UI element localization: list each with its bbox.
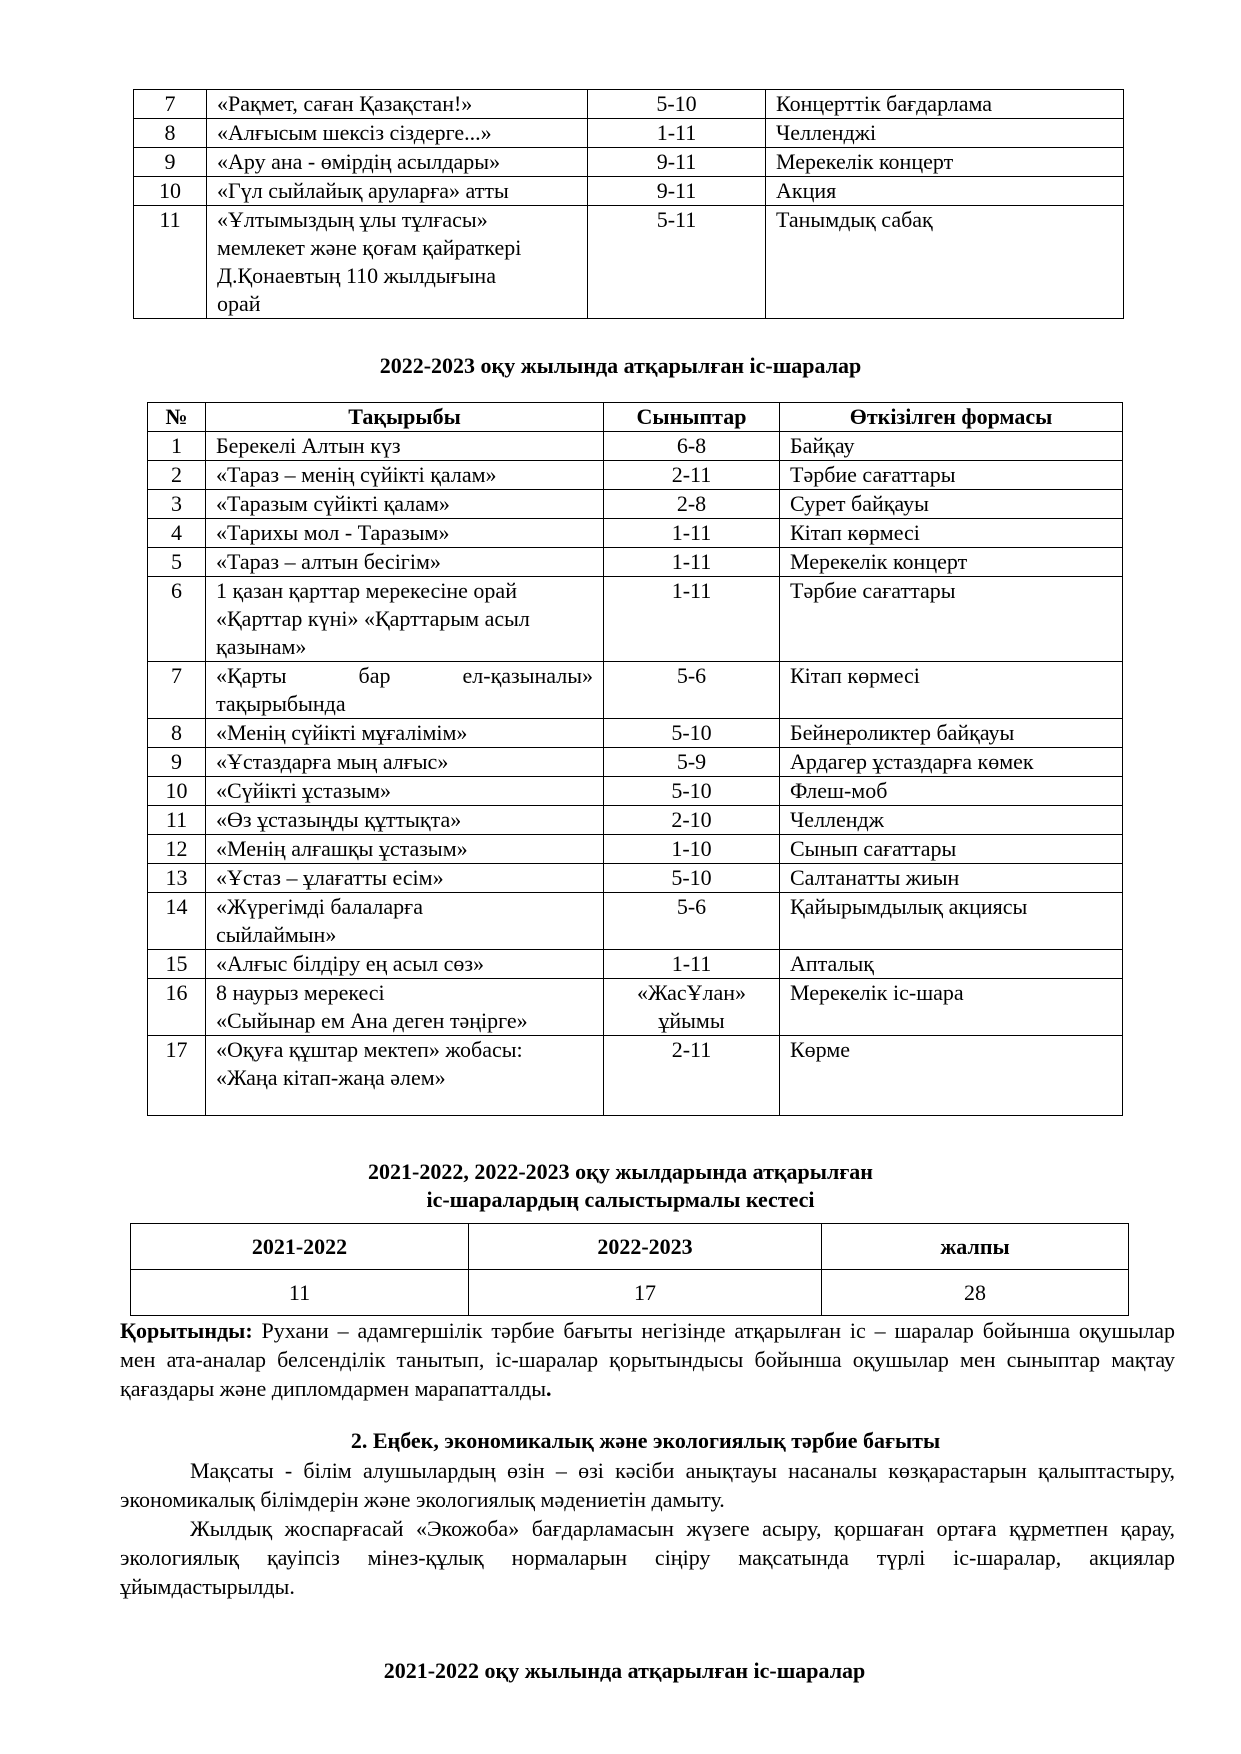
topic-line: «Сүйікті ұстазым» <box>216 778 391 803</box>
row-number: 8 <box>134 119 207 148</box>
row-topic <box>206 777 604 806</box>
table-row <box>134 148 1124 177</box>
row-form: Мерекелік концерт <box>766 148 1124 177</box>
classes-line: 1-11 <box>671 578 712 603</box>
topic-line: «Жаңа кітап-жаңа әлем» <box>216 1065 446 1090</box>
row-classes <box>604 577 780 662</box>
topic-line: «Тараз – алтын бесігім» <box>216 549 441 574</box>
classes-line: 5-10 <box>656 91 697 116</box>
topic-line: «Сыйынар ем Ана деген тәңірге» <box>216 1008 528 1033</box>
row-topic <box>206 893 604 950</box>
table-row <box>148 461 1123 490</box>
comparison-header: 2022-2023 <box>469 1224 822 1270</box>
topic-line: «Ару ана - өмірдің асылдары» <box>217 149 501 174</box>
row-classes <box>604 719 780 748</box>
comparison-header: 2021-2022 <box>131 1224 469 1270</box>
row-topic <box>206 461 604 490</box>
row-classes <box>604 662 780 719</box>
events-table-2022-2023-body <box>148 432 1123 1116</box>
table-row <box>134 119 1124 148</box>
topic-line: «Рақмет, саған Қазақстан!» <box>217 91 473 116</box>
row-form: Челлендж <box>780 806 1123 835</box>
row-classes <box>604 490 780 519</box>
row-classes <box>604 950 780 979</box>
row-number: 1 <box>148 432 206 461</box>
row-topic <box>206 1036 604 1116</box>
row-number: 11 <box>134 206 207 319</box>
topic-line: «Менің сүйікті мұғалімім» <box>216 720 468 745</box>
comparison-value: 28 <box>822 1270 1129 1316</box>
row-number: 16 <box>148 979 206 1036</box>
row-form: Көрме <box>780 1036 1123 1116</box>
classes-line: «ЖасҰлан» <box>636 980 747 1005</box>
row-topic <box>206 662 604 719</box>
conclusion-paragraph <box>120 1316 1175 1403</box>
comparison-value: 11 <box>131 1270 469 1316</box>
topic-line: «Ұстаз – ұлағатты есім» <box>216 865 444 890</box>
row-number: 4 <box>148 519 206 548</box>
row-topic <box>206 719 604 748</box>
row-topic <box>206 979 604 1036</box>
col-header-form: Өткізілген формасы <box>780 403 1123 432</box>
conclusion-end: . <box>545 1376 552 1401</box>
row-classes <box>604 432 780 461</box>
row-number: 14 <box>148 893 206 950</box>
topic-line: мемлекет және қоғам қайраткері <box>217 235 522 260</box>
row-number: 9 <box>134 148 207 177</box>
classes-line: 1-11 <box>671 520 712 545</box>
topic-line: орай <box>217 291 261 316</box>
row-topic <box>206 519 604 548</box>
row-topic <box>206 835 604 864</box>
row-form: Байқау <box>780 432 1123 461</box>
topic-line: сыйлаймын» <box>216 922 337 947</box>
table-row <box>148 893 1123 950</box>
row-topic <box>207 177 588 206</box>
row-number: 9 <box>148 748 206 777</box>
topic-line: «Тараз – менің сүйікті қалам» <box>216 462 497 487</box>
events-table-continued <box>133 89 1124 319</box>
table-row <box>148 519 1123 548</box>
row-form: Апталық <box>780 950 1123 979</box>
row-topic <box>207 206 588 319</box>
topic-line: тақырыбында <box>216 691 346 716</box>
table-row <box>148 662 1123 719</box>
table-row <box>148 950 1123 979</box>
classes-line: 5-10 <box>671 865 712 890</box>
classes-line: 5-11 <box>656 207 697 232</box>
row-form: Қайырымдылық акциясы <box>780 893 1123 950</box>
classes-line: 2-8 <box>676 491 707 516</box>
table-row <box>148 577 1123 662</box>
row-number: 7 <box>134 90 207 119</box>
conclusion-label: Қорытынды: <box>120 1318 253 1343</box>
row-form: Мерекелік іс-шара <box>780 979 1123 1036</box>
row-classes <box>604 893 780 950</box>
topic-line: «Менің алғашқы ұстазым» <box>216 836 468 861</box>
comparison-value-row <box>131 1270 1129 1316</box>
events-table-continued-body <box>134 90 1124 319</box>
classes-line: 5-6 <box>676 663 707 688</box>
row-number: 3 <box>148 490 206 519</box>
table-row <box>148 777 1123 806</box>
row-topic <box>206 490 604 519</box>
classes-line: 6-8 <box>676 433 707 458</box>
row-number: 13 <box>148 864 206 893</box>
row-number: 11 <box>148 806 206 835</box>
table-row <box>148 1036 1123 1116</box>
topic-line: «Өз ұстазыңды құттықта» <box>216 807 462 832</box>
classes-line: 5-6 <box>676 894 707 919</box>
row-form: Бейнероликтер байқауы <box>780 719 1123 748</box>
row-topic <box>206 432 604 461</box>
table-row <box>148 806 1123 835</box>
classes-line: ұйымы <box>658 1008 725 1033</box>
classes-line: 5-9 <box>676 749 707 774</box>
row-classes <box>604 519 780 548</box>
table-row <box>134 206 1124 319</box>
table-row <box>148 432 1123 461</box>
row-classes <box>604 1036 780 1116</box>
section2-goal-paragraph <box>120 1456 1175 1514</box>
row-form: Акция <box>766 177 1124 206</box>
row-classes <box>604 748 780 777</box>
row-form: Танымдық сабақ <box>766 206 1124 319</box>
topic-line: «Жүрегімді балаларға <box>216 894 423 919</box>
row-topic <box>206 548 604 577</box>
comparison-table <box>130 1223 1129 1316</box>
row-number: 6 <box>148 577 206 662</box>
topic-line: «Тарихы мол - Таразым» <box>216 520 450 545</box>
table-row <box>148 548 1123 577</box>
topic-line: «Ұлтымыздың ұлы тұлғасы» <box>217 207 488 232</box>
row-number: 7 <box>148 662 206 719</box>
classes-line: 2-11 <box>671 1037 712 1062</box>
topic-line: «Алғыс білдіру ең асыл сөз» <box>216 951 485 976</box>
row-form: Кітап көрмесі <box>780 519 1123 548</box>
classes-line: 2-11 <box>671 462 712 487</box>
row-form: Салтанатты жиын <box>780 864 1123 893</box>
row-number: 15 <box>148 950 206 979</box>
row-form: Тәрбие сағаттары <box>780 577 1123 662</box>
classes-line: 9-11 <box>656 149 697 174</box>
row-number: 5 <box>148 548 206 577</box>
row-form: Флеш-моб <box>780 777 1123 806</box>
topic-line: 1 қазан қарттар мерекесіне орай <box>216 578 517 603</box>
conclusion-text: Рухани – адамгершілік тәрбие бағыты негізінде атқарылған іс – шаралар бойынша оқушылар мен ата-аналар белсенділік танытып, іс-шаралар қорытындысы бойынша оқушылар мен сыныптар мақтау қағаздары және дипломдармен марапатталды <box>120 1318 1175 1401</box>
row-number: 10 <box>134 177 207 206</box>
row-form: Челленджі <box>766 119 1124 148</box>
row-classes <box>588 206 766 319</box>
row-number: 12 <box>148 835 206 864</box>
classes-line: 1-11 <box>656 120 697 145</box>
classes-line: 1-11 <box>671 951 712 976</box>
row-form: Кітап көрмесі <box>780 662 1123 719</box>
row-classes <box>604 806 780 835</box>
topic-line: «Қарты бар ел-қазыналы» <box>216 663 593 688</box>
row-classes <box>588 119 766 148</box>
events-table-2022-2023 <box>147 402 1123 1116</box>
table-row <box>148 490 1123 519</box>
row-topic <box>207 90 588 119</box>
row-classes <box>604 864 780 893</box>
topic-line: Д.Қонаевтың 110 жылдығына <box>217 263 496 288</box>
topic-line: «Қарттар күні» «Қарттарым асыл <box>216 606 530 631</box>
row-topic <box>206 864 604 893</box>
topic-line: «Оқуға құштар мектеп» жобасы: <box>216 1037 523 1062</box>
classes-line: 5-10 <box>671 778 712 803</box>
row-classes <box>604 979 780 1036</box>
topic-line: «Ұстаздарға мың алғыс» <box>216 749 449 774</box>
section2-heading: 2. Еңбек, экономикалық және экологиялық тәрбие бағыты <box>350 1428 941 1453</box>
classes-line: 1-10 <box>671 836 712 861</box>
table-row <box>148 748 1123 777</box>
classes-line: 5-10 <box>671 720 712 745</box>
row-form: Сынып сағаттары <box>780 835 1123 864</box>
table-header-row <box>148 403 1123 432</box>
row-form: Ардагер ұстаздарға көмек <box>780 748 1123 777</box>
topic-line: 8 наурыз мерекесі <box>216 980 385 1005</box>
table-row <box>134 90 1124 119</box>
table-row <box>148 719 1123 748</box>
row-classes <box>588 177 766 206</box>
comparison-value: 17 <box>469 1270 822 1316</box>
row-classes <box>588 90 766 119</box>
section2-plan-paragraph <box>120 1514 1175 1601</box>
row-classes <box>604 548 780 577</box>
row-number: 8 <box>148 719 206 748</box>
row-number: 10 <box>148 777 206 806</box>
topic-line: «Таразым сүйікті қалам» <box>216 491 450 516</box>
classes-line: 9-11 <box>656 178 697 203</box>
row-form: Сурет байқауы <box>780 490 1123 519</box>
row-topic <box>207 119 588 148</box>
classes-line: 2-10 <box>671 807 712 832</box>
topic-line: «Гүл сыйлайық аруларға» атты <box>217 178 509 203</box>
row-topic <box>207 148 588 177</box>
section2-plan-text: Жылдық жоспарғасай «Экожоба» бағдарламасын жүзеге асыру, қоршаған ортаға құрметпен қарау, экологиялық қауіпсіз мінез-құлық нормаларын сіңіру мақсатында түрлі іс-шаралар, акциялар ұйымдастырылды. <box>120 1516 1175 1599</box>
topic-line: қазынам» <box>216 634 307 659</box>
comparison-heading-line2: іс-шаралардың салыстырмалы кестесі <box>426 1187 815 1212</box>
table-row <box>148 864 1123 893</box>
row-number: 17 <box>148 1036 206 1116</box>
comparison-header: жалпы <box>822 1224 1129 1270</box>
row-topic <box>206 806 604 835</box>
topic-line: «Алғысым шексіз сіздерге...» <box>217 120 492 145</box>
row-form: Концерттік бағдарлама <box>766 90 1124 119</box>
table-row <box>134 177 1124 206</box>
row-topic <box>206 577 604 662</box>
comparison-header-row <box>131 1224 1129 1270</box>
row-topic <box>206 748 604 777</box>
comparison-heading-line1: 2021-2022, 2022-2023 оқу жылдарында атқарылған <box>368 1159 873 1184</box>
section-heading-2022-2023: 2022-2023 оқу жылында атқарылған іс-шаралар <box>379 353 862 378</box>
section2-goal-text: Мақсаты - білім алушылардың өзін – өзі кәсіби анықтауы насаналы көзқарастарын қалыптастыру, экономикалық білімдерін және экологиялық мәдениетін дамыту. <box>120 1458 1175 1512</box>
table-row <box>148 979 1123 1036</box>
row-classes <box>604 777 780 806</box>
row-form: Мерекелік концерт <box>780 548 1123 577</box>
topic-line: Берекелі Алтын күз <box>216 433 401 458</box>
row-classes <box>604 835 780 864</box>
next-section-heading: 2021-2022 оқу жылында атқарылған іс-шаралар <box>383 1658 866 1683</box>
classes-line: 1-11 <box>671 549 712 574</box>
table-row <box>148 835 1123 864</box>
col-header-classes: Сыныптар <box>604 403 780 432</box>
col-header-topic: Тақырыбы <box>206 403 604 432</box>
row-topic <box>206 950 604 979</box>
row-form: Тәрбие сағаттары <box>780 461 1123 490</box>
col-header-no: № <box>148 403 206 432</box>
row-classes <box>604 461 780 490</box>
row-classes <box>588 148 766 177</box>
row-number: 2 <box>148 461 206 490</box>
